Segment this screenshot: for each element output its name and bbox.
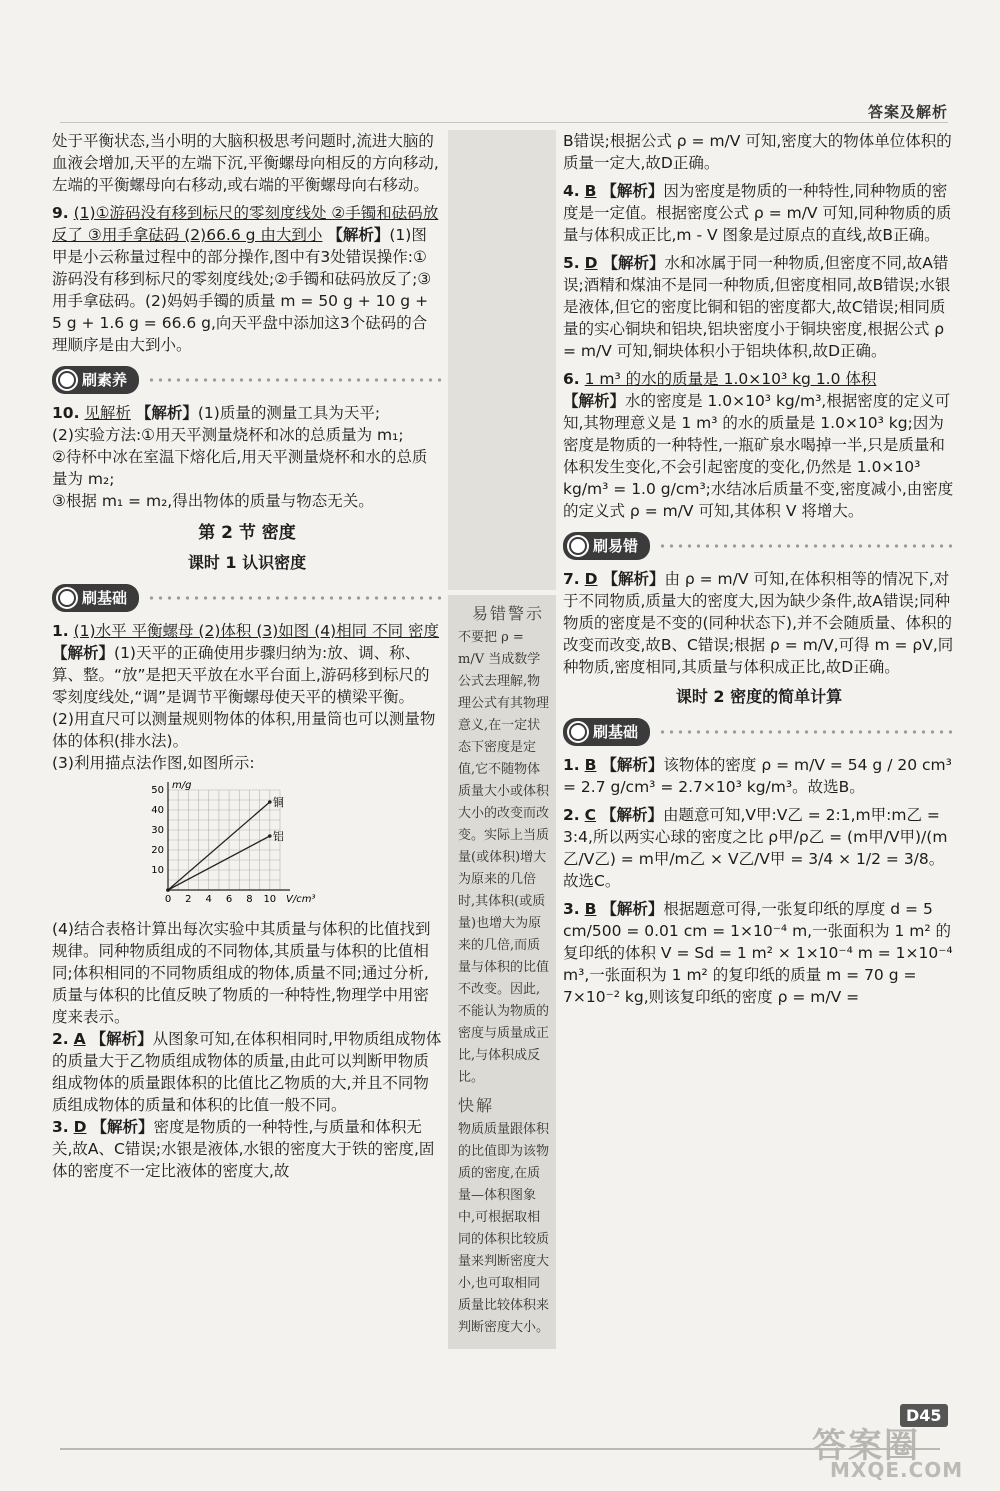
badge-mistakes — [563, 532, 955, 560]
q9-explanation: (1)图甲是小云称量过程中的部分操作,图中有3处错误操作:①游码没有移到标尺的零刻度线处;②手镯和砝码放反了;③用手拿砝码。(2)妈妈手镯的质量 m = 50 g + 10 g + 5 g + 1.6 g = 66.6 g,向天平盘中添加这3个砝码的合理顺序是由大到小。 — [52, 226, 432, 354]
x-tick-label: 8 — [246, 894, 253, 905]
y-tick-label: 10 — [151, 865, 164, 876]
r3-answer: B — [584, 900, 597, 918]
question-10 — [52, 402, 442, 424]
q4-number: 4. — [563, 182, 580, 200]
q1-para-2: (2)用直尺可以测量规则物体的体积,用量筒也可以测量物体的体积(排水法)。 — [52, 710, 436, 750]
badge-icon — [58, 589, 76, 607]
q4-tag: 【解析】 — [601, 182, 664, 200]
q2-number: 2. — [52, 1030, 69, 1048]
badge-label: 刷基础 — [593, 723, 639, 741]
badge-basics — [52, 584, 442, 612]
dotted-rule — [658, 730, 955, 734]
x-tick-label: 6 — [225, 894, 233, 905]
q3-answer: D — [73, 1118, 87, 1136]
q1-para-4: (4)结合表格计算出每次实验中其质量与体积的比值找到规律。同种物质组成的不同物体,其质量与体积的比值相同;体积相同的不同物质组成的物体,质量不同;通过分析,质量与体积的比值反映了物质的一种特性,物理学中用密度来表示。 — [52, 920, 431, 1026]
q1-para-1-text: (1)天平的正确使用步骤归纳为:放、调、称、算、整。“放”是把天平放在水平台面上,游码移到标尺的零刻度线处,“调”是调节平衡螺母使天平的横梁平衡。 — [52, 644, 430, 706]
data-point — [268, 834, 272, 838]
badge-icon — [58, 371, 76, 389]
q4-answer: B — [584, 182, 597, 200]
x-tick-label: 10 — [263, 894, 277, 905]
q3-number: 3. — [52, 1118, 69, 1136]
left-column — [52, 130, 442, 1182]
y-tick-label: 40 — [151, 805, 164, 816]
y-tick-label: 20 — [151, 845, 164, 856]
q9-answer: (1)①游码没有移到标尺的零刻度线处 ②手镯和砝码放反了 ③用手拿砝码 (2)66.6 g 由大到小 — [52, 204, 439, 244]
question-2 — [52, 1028, 442, 1116]
q2-explanation: 从图象可知,在体积相同时,甲物质组成物体的质量大于乙物质组成物体的质量,由此可以判断甲物质组成物体的质量跟体积的比值比乙物质的大,并且不同物质组成物体的质量和体积的比值一般不同。 — [52, 1030, 442, 1114]
q10-tag: 【解析】 — [135, 404, 198, 422]
question-r3 — [563, 898, 955, 1008]
question-r1 — [563, 754, 955, 798]
q5-tag: 【解析】 — [602, 254, 665, 272]
q1-number: 1. — [52, 622, 69, 640]
data-point — [268, 800, 272, 804]
question-r2 — [563, 804, 955, 892]
margin-sidebar — [448, 595, 556, 1349]
lesson-2-title: 课时 2 密度的简单计算 — [675, 687, 843, 706]
dotted-rule — [147, 596, 442, 600]
q10-number: 10. — [52, 404, 80, 422]
header-title: 答案及解析 — [867, 103, 948, 121]
q1-para-3: (3)利用描点法作图,如图所示: — [52, 754, 255, 772]
x-tick-label: 4 — [205, 894, 212, 905]
q3-tag: 【解析】 — [91, 1118, 154, 1136]
data-point — [166, 888, 170, 892]
dotted-rule — [147, 378, 442, 382]
q10-answer: 见解析 — [84, 404, 131, 422]
header-divider — [60, 122, 948, 123]
series-label: 铝 — [272, 830, 284, 843]
sidebar-heading-quick: 快解 — [458, 1096, 495, 1115]
question-3 — [52, 1116, 442, 1182]
r2-answer: C — [584, 806, 597, 824]
question-5 — [563, 252, 955, 362]
badge-icon — [569, 723, 587, 741]
q5-number: 5. — [563, 254, 580, 272]
r1-tag: 【解析】 — [601, 756, 664, 774]
badge-basics-2 — [563, 718, 955, 746]
page-number: D45 — [900, 1404, 948, 1427]
y-axis-label: m/g — [172, 780, 192, 791]
dotted-rule — [658, 544, 955, 548]
q1-tag: 【解析】 — [52, 644, 115, 662]
sidebar-heading-warning: 易错警示 — [472, 604, 545, 623]
badge-literacy — [52, 366, 442, 394]
q7-number: 7. — [563, 570, 580, 588]
r3-tag: 【解析】 — [601, 900, 664, 918]
mass-volume-chart — [142, 778, 442, 912]
q6-explanation-para — [563, 390, 955, 522]
r1-number: 1. — [563, 756, 580, 774]
watermark-site: MXQE.COM — [830, 1458, 964, 1482]
r2-explanation: 由题意可知,V甲:V乙 = 2:1,m甲:m乙 = 3:4,所以两实心球的密度之比 ρ甲/ρ乙 = (m甲/V甲)/(m乙/V乙) = m甲/m乙 × V乙/V甲 = 3/4 × 1/2 = 3/8。故选C。 — [563, 806, 948, 890]
q9-tag: 【解析】 — [327, 226, 390, 244]
r1-answer: B — [584, 756, 597, 774]
watermark-logo: 答案圈 — [812, 1426, 920, 1466]
q1-answer: (1)水平 平衡螺母 (2)体积 (3)如图 (4)相同 不同 密度 — [73, 622, 440, 640]
badge-label: 刷素养 — [82, 371, 128, 389]
q4-explanation: 因为密度是物质的一种特性,同种物质的密度是一定值。根据密度公式 ρ = m/V 可知,同种物质的质量与体积成正比,m - V 图象是过原点的直线,故B正确。 — [563, 182, 952, 244]
question-1 — [52, 620, 442, 642]
continued-text-right: B错误;根据公式 ρ = m/V 可知,密度大的物体单位体积的质量一定大,故D正确。 — [563, 132, 952, 172]
question-6 — [563, 368, 955, 390]
question-4 — [563, 180, 955, 246]
question-7 — [563, 568, 955, 678]
lesson-1-title: 课时 1 认识密度 — [187, 553, 307, 572]
chart-svg — [142, 778, 316, 906]
q6-tag: 【解析】 — [563, 392, 626, 410]
q10-line-1: (1)质量的测量工具为天平; — [197, 404, 381, 422]
r3-explanation: 根据题意可得,一张复印纸的厚度 d = 5 cm/500 = 0.01 cm = 1×10⁻⁴ m,一张面积为 1 m² 的复印纸的体积 V = Sd = 1 m² × 1×10⁻⁴ m = 1×10⁻⁴ m³,一张面积为 1 m² 的复印纸的质量 m = 70 g = 7×10⁻² kg,则该复印纸的密度 ρ = m/V = — [563, 900, 953, 1006]
r1-explanation: 该物体的密度 ρ = m/V = 54 g / 20 cm³ = 2.7 g/cm³ = 2.7×10³ kg/m³。故选B。 — [563, 756, 952, 796]
r3-number: 3. — [563, 900, 580, 918]
badge-label: 刷基础 — [82, 589, 128, 607]
series-label: 铜 — [272, 796, 284, 809]
x-tick-label: 0 — [164, 894, 172, 905]
q10-line-3: ②待杯中冰在室温下熔化后,用天平测量烧杯和水的总质量为 m₂; — [52, 448, 428, 488]
q9-number: 9. — [52, 204, 69, 222]
q3-explanation: 密度是物质的一种特性,与质量和体积无关,故A、C错误;水银是液体,水银的密度大于铁的密度,固体的密度不一定比液体的密度大,故 — [52, 1118, 435, 1180]
badge-label: 刷易错 — [593, 537, 639, 555]
q10-line-4: ③根据 m₁ = m₂,得出物体的质量与物态无关。 — [52, 492, 374, 510]
q7-tag: 【解析】 — [602, 570, 665, 588]
q5-explanation: 水和冰属于同一种物质,但密度不同,故A错误;酒精和煤油不是同一种物质,但密度相同,故B错误;水银是液体,但它的密度比铜和铝的密度都大,故C错误;相同质量的实心铜块和铝块,铝块密度小于铜块密度,根据公式 ρ = m/V 可知,铜块体积小于铝块体积,故D正确。 — [563, 254, 951, 360]
q6-explanation: 水的密度是 1.0×10³ kg/m³,根据密度的定义可知,其物理意义是 1 m³ 的水的质量是 1.0×10³ kg;因为密度是物质的一种特性,一瓶矿泉水喝掉一半,只是质量和体积发生变化,不会引起密度的变化,仍然是 1.0×10³ kg/m³ = 1.0 g/cm³;水结冰后质量不变,密度减小,由密度的定义式 ρ = m/V 可知,其体积 V 将增大。 — [563, 392, 954, 520]
footer-divider — [60, 1448, 940, 1450]
sidebar-quick-text: 物质质量跟体积的比值即为该物质的密度,在质量—体积图象中,可根据取相同的体积比较质量来判断密度大小,也可取相同质量比较体积来判断密度大小。 — [458, 1122, 550, 1335]
q7-answer: D — [584, 570, 598, 588]
badge-icon — [569, 537, 587, 555]
y-tick-label: 50 — [151, 785, 164, 796]
continued-text: 处于平衡状态,当小明的大脑积极思考问题时,流进大脑的血液会增加,天平的左端下沉,平衡螺母向相反的方向移动,左端的平衡螺母向右移动,或右端的平衡螺母向右移动。 — [52, 132, 439, 194]
question-9 — [52, 202, 442, 356]
section-title: 第 2 节 密度 — [198, 523, 296, 543]
x-axis-label: V/cm³ — [286, 894, 316, 905]
q1-para-1 — [52, 642, 442, 708]
q7-explanation: 由 ρ = m/V 可知,在体积相等的情况下,对于不同物质,质量大的密度大,因为缺少条件,故A错误;同种物质的密度是不变的(同种状态下),并不会随质量、体积的改变而改变,故B、C错误;根据 ρ = m/V,可得 m = ρV,同种物质,密度相同,其质量与体积成正比,故D正确。 — [563, 570, 954, 676]
sidebar-strip — [448, 130, 556, 590]
y-tick-label: 30 — [151, 825, 164, 836]
r2-number: 2. — [563, 806, 580, 824]
sidebar-warning-text: 不要把 ρ = m/V 当成数学公式去理解,物理公式有其物理意义,在一定状态下密度是定值,它不随物体质量大小或体积大小的改变而改变。实际上当质量(或体积)增大为原来的几倍时,其体积(或质量)也增大为原来的几倍,而质量与体积的比值不改变。因此,不能认为物质的密度与质量成正比,与体积成反比。 — [458, 630, 550, 1085]
q2-answer: A — [73, 1030, 86, 1048]
q6-answer: 1 m³ 的水的质量是 1.0×10³ kg 1.0 体积 — [584, 370, 877, 388]
q10-line-2: (2)实验方法:①用天平测量烧杯和冰的总质量为 m₁; — [52, 426, 404, 444]
r2-tag: 【解析】 — [600, 806, 663, 824]
q2-tag: 【解析】 — [90, 1030, 153, 1048]
q6-number: 6. — [563, 370, 580, 388]
right-column — [563, 130, 955, 1008]
x-tick-label: 2 — [185, 894, 192, 905]
q5-answer: D — [584, 254, 598, 272]
